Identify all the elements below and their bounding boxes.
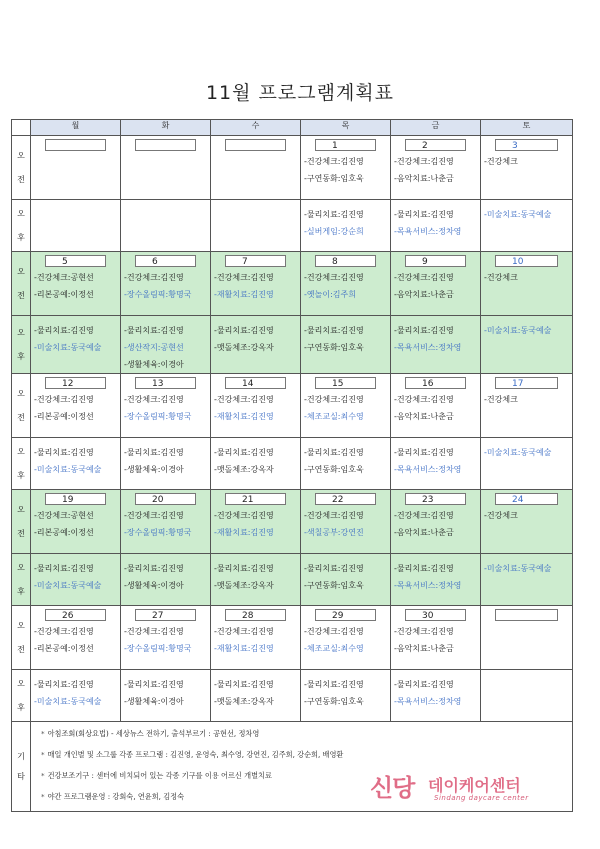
am-label-char: 전 (17, 644, 25, 654)
program-entry: -구연동화:임호욱 (304, 581, 364, 590)
program-entry: -맷돌체조:강옥자 (214, 465, 274, 474)
pm-day-cell (391, 200, 481, 252)
am-day-cell (391, 606, 481, 670)
am-label-char: 오 (17, 620, 25, 630)
program-entry: -건강체크:김진영 (34, 627, 94, 636)
date-number: 3 (495, 139, 558, 151)
header-day: 금 (391, 120, 481, 136)
program-entry: -옛놀이:김주희 (304, 290, 356, 299)
am-day-cell (31, 136, 121, 200)
program-entry: -미술치료:동국예술 (484, 210, 552, 219)
program-entry: -미술치료:동국예술 (34, 581, 102, 590)
header-corner (12, 120, 31, 136)
am-label (12, 252, 31, 316)
note-bullet: * (41, 729, 45, 738)
program-entry: -건강체크:공현선 (34, 511, 94, 520)
program-calendar-table (11, 119, 573, 812)
am-day-cell (211, 136, 301, 200)
am-day-cell (211, 606, 301, 670)
program-entry: -건강체크:김진영 (304, 627, 364, 636)
pm-label (12, 200, 31, 252)
program-entry: -건강체크:김진영 (124, 395, 184, 404)
am-label-char: 오 (17, 266, 25, 276)
program-entry: -리본공예:이정선 (34, 528, 94, 537)
pm-label-char: 오 (17, 678, 25, 688)
program-entry: -재활치료:김진영 (214, 412, 274, 421)
date-number: 26 (45, 609, 106, 621)
pm-day-cell (301, 554, 391, 606)
program-entry: -물리치료:김진영 (34, 326, 94, 335)
date-number: 20 (135, 493, 196, 505)
program-entry: -재활치료:김진영 (214, 290, 274, 299)
program-entry: -물리치료:김진영 (394, 448, 454, 457)
am-day-cell (31, 490, 121, 554)
header-day: 토 (481, 120, 573, 136)
program-entry: -물리치료:김진영 (214, 326, 274, 335)
program-entry: -생활체육:이경아 (124, 360, 184, 369)
program-entry: -미술치료:동국예술 (34, 465, 102, 474)
program-entry: -건강체크 (484, 157, 518, 166)
note-text: 야간 프로그램운영 : 강회숙, 연윤희, 김정숙 (47, 792, 185, 801)
note-bullet: * (41, 750, 45, 759)
program-entry: -목욕서비스:정차영 (394, 227, 462, 236)
program-entry: -물리치료:김진영 (394, 326, 454, 335)
pm-day-cell (31, 316, 121, 374)
program-entry: -생산작지:공현선 (124, 343, 184, 352)
am-day-cell (391, 374, 481, 438)
program-entry: -음악치료:나춘금 (394, 174, 454, 183)
date-number: 6 (135, 255, 196, 267)
am-day-cell (121, 252, 211, 316)
logo-main-text: 신당 (370, 774, 415, 802)
program-entry: -건강체크:김진영 (304, 511, 364, 520)
am-day-cell (481, 490, 573, 554)
date-number: 8 (315, 255, 376, 267)
program-entry: -물리치료:김진영 (214, 680, 274, 689)
pm-label-char: 후 (17, 702, 25, 712)
am-label-char: 오 (17, 504, 25, 514)
program-entry: -생활체육:이경아 (124, 697, 184, 706)
program-entry: -음악치료:나춘금 (394, 290, 454, 299)
pm-day-cell (31, 670, 121, 722)
program-entry: -구연동화:임호욱 (304, 465, 364, 474)
pm-day-cell (481, 316, 573, 374)
program-entry: -미술치료:동국예술 (34, 343, 102, 352)
program-entry: -물리치료:김진영 (304, 210, 364, 219)
program-entry: -물리치료:김진영 (304, 564, 364, 573)
pm-label-char: 후 (17, 470, 25, 480)
program-entry: -물리치료:김진영 (304, 448, 364, 457)
program-entry: -건강체크:김진영 (124, 511, 184, 520)
week-am-row (12, 606, 573, 670)
date-number (135, 139, 196, 151)
program-entry: -미술치료:동국예술 (34, 697, 102, 706)
am-day-cell (31, 374, 121, 438)
am-day-cell (481, 606, 573, 670)
am-label-char: 전 (17, 528, 25, 538)
center-logo (370, 768, 580, 802)
am-day-cell (301, 252, 391, 316)
program-entry: -재활치료:김진영 (214, 644, 274, 653)
program-entry: -물리치료:김진영 (214, 448, 274, 457)
pm-day-cell (121, 670, 211, 722)
pm-day-cell (481, 554, 573, 606)
week-pm-row (12, 316, 573, 374)
pm-label-char: 오 (17, 208, 25, 218)
date-number: 21 (225, 493, 286, 505)
date-number: 9 (405, 255, 466, 267)
am-label-char: 오 (17, 388, 25, 398)
program-entry: -건강체크:김진영 (34, 395, 94, 404)
program-entry: -리본공예:이정선 (34, 644, 94, 653)
program-entry: -미술치료:동국예술 (484, 326, 552, 335)
date-number: 23 (405, 493, 466, 505)
program-entry: -재활치료:김진영 (214, 528, 274, 537)
pm-label-char: 오 (17, 327, 25, 337)
program-entry: -장수올림픽:황명국 (124, 290, 192, 299)
pm-label (12, 670, 31, 722)
note-bullet: * (41, 771, 45, 780)
date-number (495, 609, 558, 621)
header-day: 목 (301, 120, 391, 136)
week-am-row (12, 490, 573, 554)
program-entry: -건강체크:김진영 (394, 395, 454, 404)
date-number: 16 (405, 377, 466, 389)
week-pm-row (12, 200, 573, 252)
am-day-cell (31, 606, 121, 670)
am-label-char: 전 (17, 412, 25, 422)
date-number: 1 (315, 139, 376, 151)
pm-label-char: 오 (17, 562, 25, 572)
program-entry: -건강체크 (484, 273, 518, 282)
program-entry: -맷돌체조:강옥자 (214, 697, 274, 706)
date-number (45, 139, 106, 151)
program-entry: -음악치료:나춘금 (394, 644, 454, 653)
program-entry: -미술치료:동국예술 (484, 448, 552, 457)
program-entry: -건강체크:김진영 (214, 273, 274, 282)
program-entry: -미술치료:동국예술 (484, 564, 552, 573)
pm-day-cell (31, 554, 121, 606)
date-number: 24 (495, 493, 558, 505)
program-entry: -체조교실:최수영 (304, 412, 364, 421)
program-entry: -건강체크 (484, 511, 518, 520)
program-entry: -목욕서비스:정차영 (394, 697, 462, 706)
program-entry: -리본공예:이정선 (34, 290, 94, 299)
header-day: 월 (31, 120, 121, 136)
am-day-cell (121, 374, 211, 438)
program-entry: -구연동화:임호욱 (304, 343, 364, 352)
am-day-cell (211, 252, 301, 316)
program-entry: -체조교실:최수영 (304, 644, 364, 653)
note-item (41, 727, 572, 748)
pm-label-char: 오 (17, 446, 25, 456)
program-entry: -건강체크:김진영 (394, 511, 454, 520)
program-entry: -장수올림픽:황명국 (124, 528, 192, 537)
program-entry: -건강체크:김진영 (304, 273, 364, 282)
am-day-cell (391, 136, 481, 200)
program-entry: -건강체크:김진영 (394, 273, 454, 282)
etc-label (12, 722, 31, 812)
date-number: 27 (135, 609, 196, 621)
pm-day-cell (391, 316, 481, 374)
am-day-cell (391, 490, 481, 554)
am-day-cell (121, 490, 211, 554)
date-number: 28 (225, 609, 286, 621)
program-entry: -목욕서비스:정차영 (394, 465, 462, 474)
week-pm-row (12, 670, 573, 722)
am-day-cell (481, 136, 573, 200)
am-label (12, 136, 31, 200)
am-label (12, 490, 31, 554)
week-pm-row (12, 438, 573, 490)
note-text: 건강보조기구 : 센터에 비치되어 있는 각종 기구를 이용 어르신 개별치료 (47, 771, 272, 780)
pm-label (12, 554, 31, 606)
program-entry: -물리치료:김진영 (124, 326, 184, 335)
pm-day-cell (301, 670, 391, 722)
pm-day-cell (121, 554, 211, 606)
program-entry: -건강체크:김진영 (214, 627, 274, 636)
note-item (41, 748, 572, 769)
pm-day-cell (391, 670, 481, 722)
program-entry: -물리치료:김진영 (214, 564, 274, 573)
program-entry: -물리치료:김진영 (394, 564, 454, 573)
logo-sub-text: 데이케어센터 (428, 776, 521, 795)
pm-label (12, 316, 31, 374)
program-entry: -실버게임:강순희 (304, 227, 364, 236)
program-entry: -장수올림픽:황명국 (124, 412, 192, 421)
note-text: 아침조회(회상요법) - 세상뉴스 전하기, 출석부르기 : 공현선, 정차영 (47, 729, 260, 738)
program-entry: -목욕서비스:정차영 (394, 581, 462, 590)
header-day: 화 (121, 120, 211, 136)
pm-day-cell (211, 554, 301, 606)
program-entry: -맷돌체조:강옥자 (214, 343, 274, 352)
program-entry: -건강체크 (484, 395, 518, 404)
pm-day-cell (481, 670, 573, 722)
pm-day-cell (31, 200, 121, 252)
pm-day-cell (301, 438, 391, 490)
program-entry: -건강체크:공현선 (34, 273, 94, 282)
program-entry: -물리치료:김진영 (34, 564, 94, 573)
pm-label-char: 후 (17, 232, 25, 242)
pm-day-cell (121, 438, 211, 490)
pm-day-cell (301, 316, 391, 374)
program-entry: -색칠공부:강연진 (304, 528, 364, 537)
date-number: 22 (315, 493, 376, 505)
program-entry: -물리치료:김진영 (394, 680, 454, 689)
date-number: 30 (405, 609, 466, 621)
am-label-char: 전 (17, 174, 25, 184)
date-number: 2 (405, 139, 466, 151)
program-entry: -장수올림픽:황명국 (124, 644, 192, 653)
pm-day-cell (121, 316, 211, 374)
pm-day-cell (301, 200, 391, 252)
pm-label (12, 438, 31, 490)
pm-day-cell (391, 438, 481, 490)
week-pm-row (12, 554, 573, 606)
program-entry: -목욕서비스:정차영 (394, 343, 462, 352)
am-label-char: 오 (17, 150, 25, 160)
date-number: 13 (135, 377, 196, 389)
program-entry: -구연동화:임호욱 (304, 174, 364, 183)
program-entry: -건강체크:김진영 (214, 511, 274, 520)
date-number: 10 (495, 255, 558, 267)
note-text: 매일 개인별 및 소그룹 각종 프로그램 : 김진영, 운영숙, 최수영, 강연진, 김주희, 강순희, 배영환 (47, 750, 344, 759)
pm-day-cell (481, 200, 573, 252)
am-day-cell (121, 136, 211, 200)
program-entry: -물리치료:김진영 (124, 448, 184, 457)
week-am-row (12, 374, 573, 438)
pm-day-cell (121, 200, 211, 252)
am-label (12, 606, 31, 670)
program-entry: -물리치료:김진영 (34, 680, 94, 689)
program-entry: -음악치료:나춘금 (394, 528, 454, 537)
pm-label-char: 후 (17, 586, 25, 596)
program-entry: -건강체크:김진영 (394, 627, 454, 636)
page-title: 11월 프로그램계획표 (205, 82, 395, 104)
pm-day-cell (31, 438, 121, 490)
program-entry: -구연동화:임호욱 (304, 697, 364, 706)
am-day-cell (211, 490, 301, 554)
program-entry: -건강체크:김진영 (124, 627, 184, 636)
am-day-cell (31, 252, 121, 316)
date-number: 7 (225, 255, 286, 267)
note-bullet: * (41, 792, 45, 801)
date-number (225, 139, 286, 151)
program-entry: -음악치료:나춘금 (394, 412, 454, 421)
week-am-row (12, 252, 573, 316)
am-day-cell (121, 606, 211, 670)
date-number: 19 (45, 493, 106, 505)
program-entry: -건강체크:김진영 (304, 157, 364, 166)
program-entry: -맷돌체조:강옥자 (214, 581, 274, 590)
weekday-header-row (12, 120, 573, 136)
program-entry: -리본공예:이정선 (34, 412, 94, 421)
date-number: 29 (315, 609, 376, 621)
am-label-char: 전 (17, 290, 25, 300)
program-entry: -물리치료:김진영 (124, 564, 184, 573)
etc-label-char: 기 (17, 751, 25, 761)
pm-day-cell (211, 670, 301, 722)
date-number: 12 (45, 377, 106, 389)
pm-day-cell (211, 200, 301, 252)
date-number: 14 (225, 377, 286, 389)
pm-day-cell (391, 554, 481, 606)
program-entry: -생활체육:이경아 (124, 581, 184, 590)
pm-day-cell (211, 438, 301, 490)
pm-day-cell (481, 438, 573, 490)
am-day-cell (301, 606, 391, 670)
date-number: 5 (45, 255, 106, 267)
program-entry: -건강체크:김진영 (214, 395, 274, 404)
date-number: 15 (315, 377, 376, 389)
am-day-cell (301, 374, 391, 438)
program-entry: -물리치료:김진영 (304, 326, 364, 335)
am-day-cell (301, 490, 391, 554)
am-day-cell (481, 252, 573, 316)
etc-label-char: 타 (17, 771, 25, 781)
program-entry: -물리치료:김진영 (34, 448, 94, 457)
am-day-cell (391, 252, 481, 316)
program-entry: -건강체크:김진영 (124, 273, 184, 282)
header-day: 수 (211, 120, 301, 136)
program-entry: -물리치료:김진영 (394, 210, 454, 219)
am-day-cell (301, 136, 391, 200)
pm-label-char: 후 (17, 351, 25, 361)
program-entry: -물리치료:김진영 (124, 680, 184, 689)
pm-day-cell (211, 316, 301, 374)
am-day-cell (211, 374, 301, 438)
am-day-cell (481, 374, 573, 438)
logo-english-text: Sindang daycare center (434, 794, 529, 802)
program-entry: -건강체크:김진영 (394, 157, 454, 166)
program-entry: -건강체크:김진영 (304, 395, 364, 404)
program-entry: -물리치료:김진영 (304, 680, 364, 689)
program-entry: -생활체육:이경아 (124, 465, 184, 474)
date-number: 17 (495, 377, 558, 389)
week-am-row (12, 136, 573, 200)
am-label (12, 374, 31, 438)
